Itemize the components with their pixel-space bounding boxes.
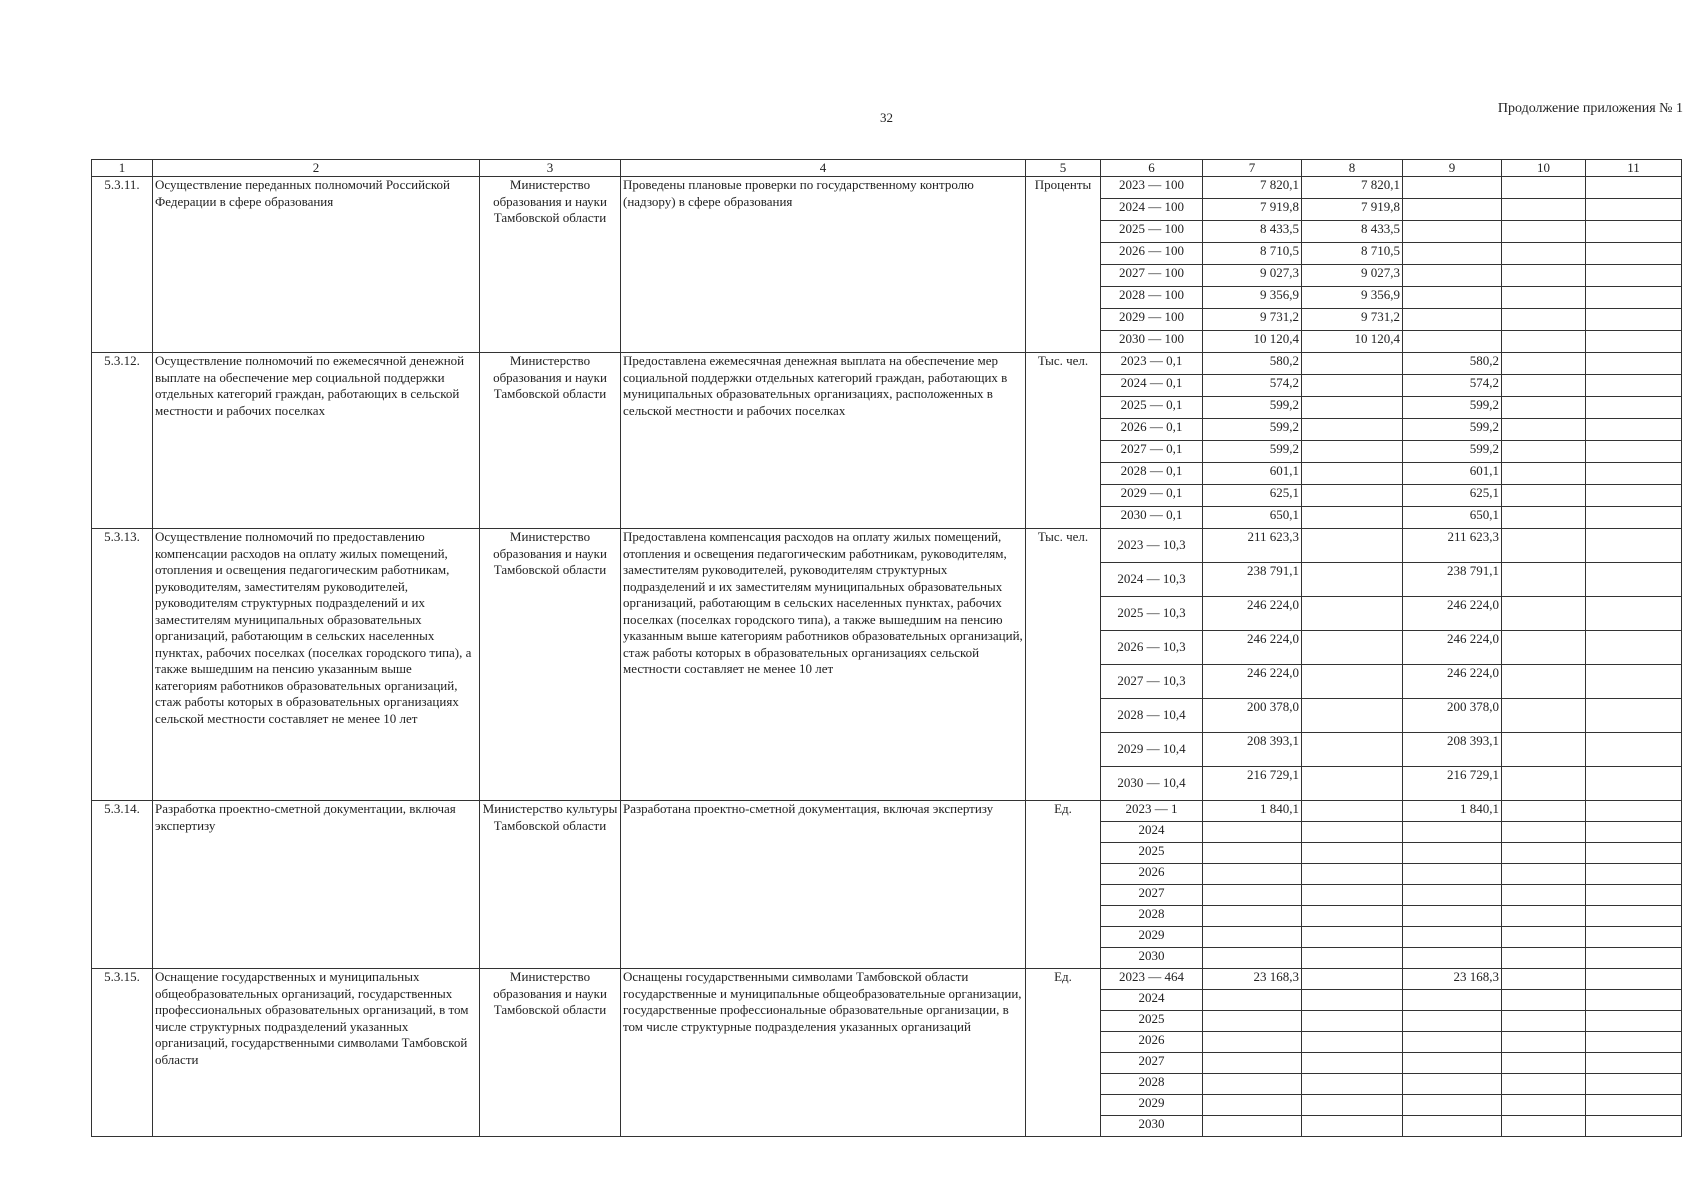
value-col8: 8 433,5 (1302, 221, 1403, 243)
value-col11 (1586, 665, 1682, 699)
year-indicator: 2027 — 0,1 (1101, 441, 1203, 463)
value-col11 (1586, 563, 1682, 597)
value-col9 (1403, 885, 1502, 906)
item-number: 5.3.13. (92, 529, 153, 801)
value-col8 (1302, 507, 1403, 529)
value-col10 (1502, 463, 1586, 485)
value-col8 (1302, 969, 1403, 990)
header-cell: 3 (480, 160, 621, 177)
value-col7: 1 840,1 (1203, 801, 1302, 822)
value-col9: 200 378,0 (1403, 699, 1502, 733)
table-row (92, 353, 1682, 375)
value-col10 (1502, 331, 1586, 353)
value-col7: 23 168,3 (1203, 969, 1302, 990)
year-indicator: 2029 (1101, 927, 1203, 948)
value-col8: 7 919,8 (1302, 199, 1403, 221)
header-cell: 4 (621, 160, 1026, 177)
year-indicator: 2030 (1101, 948, 1203, 969)
value-col10 (1502, 801, 1586, 822)
value-col8 (1302, 529, 1403, 563)
value-col7 (1203, 927, 1302, 948)
value-col8 (1302, 665, 1403, 699)
value-col7: 216 729,1 (1203, 767, 1302, 801)
value-col11 (1586, 822, 1682, 843)
value-col9 (1403, 1095, 1502, 1116)
value-col11 (1586, 767, 1682, 801)
value-col8 (1302, 375, 1403, 397)
year-indicator: 2025 — 10,3 (1101, 597, 1203, 631)
value-col8 (1302, 397, 1403, 419)
year-indicator: 2029 (1101, 1095, 1203, 1116)
value-col9 (1403, 948, 1502, 969)
value-col8 (1302, 597, 1403, 631)
year-indicator: 2025 (1101, 1011, 1203, 1032)
value-col8: 8 710,5 (1302, 243, 1403, 265)
value-col9: 625,1 (1403, 485, 1502, 507)
year-indicator: 2025 — 0,1 (1101, 397, 1203, 419)
value-col10 (1502, 375, 1586, 397)
item-number: 5.3.14. (92, 801, 153, 969)
value-col8: 9 027,3 (1302, 265, 1403, 287)
value-col7: 9 356,9 (1203, 287, 1302, 309)
year-indicator: 2026 (1101, 864, 1203, 885)
value-col11 (1586, 331, 1682, 353)
value-col11 (1586, 309, 1682, 331)
value-col9 (1403, 1032, 1502, 1053)
value-col8: 9 731,2 (1302, 309, 1403, 331)
header-cell: 1 (92, 160, 153, 177)
value-col11 (1586, 843, 1682, 864)
value-col11 (1586, 990, 1682, 1011)
value-col7 (1203, 1074, 1302, 1095)
header-row (92, 160, 1682, 177)
value-col8 (1302, 419, 1403, 441)
value-col10 (1502, 1074, 1586, 1095)
item-result: Проведены плановые проверки по государственному контролю (надзору) в сфере образования (621, 177, 1026, 353)
value-col9 (1403, 287, 1502, 309)
value-col8 (1302, 1032, 1403, 1053)
value-col7: 650,1 (1203, 507, 1302, 529)
value-col8: 9 356,9 (1302, 287, 1403, 309)
item-unit: Ед. (1026, 801, 1101, 969)
value-col9: 650,1 (1403, 507, 1502, 529)
value-col7 (1203, 1032, 1302, 1053)
value-col7 (1203, 885, 1302, 906)
value-col11 (1586, 221, 1682, 243)
value-col8 (1302, 1053, 1403, 1074)
year-indicator: 2026 (1101, 1032, 1203, 1053)
year-indicator: 2027 (1101, 1053, 1203, 1074)
value-col7: 246 224,0 (1203, 597, 1302, 631)
value-col11 (1586, 1095, 1682, 1116)
value-col11 (1586, 597, 1682, 631)
value-col7 (1203, 843, 1302, 864)
value-col7 (1203, 1053, 1302, 1074)
value-col8: 7 820,1 (1302, 177, 1403, 199)
value-col9: 601,1 (1403, 463, 1502, 485)
value-col8 (1302, 1095, 1403, 1116)
value-col10 (1502, 1011, 1586, 1032)
value-col9: 246 224,0 (1403, 597, 1502, 631)
value-col7: 208 393,1 (1203, 733, 1302, 767)
value-col9 (1403, 1074, 1502, 1095)
value-col7 (1203, 1116, 1302, 1137)
item-executor: Министерство образования и науки Тамбовской области (480, 177, 621, 353)
value-col7 (1203, 1011, 1302, 1032)
value-col9 (1403, 199, 1502, 221)
item-name: Осуществление переданных полномочий Российской Федерации в сфере образования (153, 177, 480, 353)
value-col9 (1403, 1116, 1502, 1137)
year-indicator: 2026 — 100 (1101, 243, 1203, 265)
year-indicator: 2026 — 0,1 (1101, 419, 1203, 441)
year-indicator: 2025 (1101, 843, 1203, 864)
value-col7 (1203, 822, 1302, 843)
value-col8 (1302, 767, 1403, 801)
value-col10 (1502, 906, 1586, 927)
value-col10 (1502, 1053, 1586, 1074)
value-col10 (1502, 631, 1586, 665)
item-number: 5.3.12. (92, 353, 153, 529)
value-col10 (1502, 767, 1586, 801)
item-name: Осуществление полномочий по ежемесячной денежной выплате на обеспечение мер социальной поддержки отдельных категорий граждан, работающих в сельской местности и рабочих поселках (153, 353, 480, 529)
value-col7: 238 791,1 (1203, 563, 1302, 597)
table-row (92, 177, 1682, 199)
value-col11 (1586, 864, 1682, 885)
value-col10 (1502, 948, 1586, 969)
year-indicator: 2024 — 10,3 (1101, 563, 1203, 597)
value-col7 (1203, 1095, 1302, 1116)
item-name: Оснащение государственных и муниципальных общеобразовательных организаций, государственных профессиональных образовательных организаций, в том числе структурных подразделений указанных организаций, государственными символами Тамбовской области (153, 969, 480, 1137)
value-col10 (1502, 287, 1586, 309)
year-indicator: 2028 — 0,1 (1101, 463, 1203, 485)
value-col8 (1302, 906, 1403, 927)
value-col9 (1403, 1053, 1502, 1074)
value-col8 (1302, 699, 1403, 733)
value-col8 (1302, 990, 1403, 1011)
value-col11 (1586, 265, 1682, 287)
value-col9: 23 168,3 (1403, 969, 1502, 990)
item-executor: Министерство культуры Тамбовской области (480, 801, 621, 969)
value-col10 (1502, 969, 1586, 990)
item-result: Предоставлена ежемесячная денежная выплата на обеспечение мер социальной поддержки отдельных категорий граждан, работающих в муниципальных образовательных организациях, расположенных в сельской местности и рабочих поселках (621, 353, 1026, 529)
value-col10 (1502, 990, 1586, 1011)
value-col10 (1502, 177, 1586, 199)
value-col9: 216 729,1 (1403, 767, 1502, 801)
value-col9: 599,2 (1403, 419, 1502, 441)
year-indicator: 2030 — 100 (1101, 331, 1203, 353)
value-col10 (1502, 864, 1586, 885)
value-col8 (1302, 631, 1403, 665)
value-col8 (1302, 948, 1403, 969)
value-col10 (1502, 563, 1586, 597)
year-indicator: 2025 — 100 (1101, 221, 1203, 243)
value-col11 (1586, 801, 1682, 822)
year-indicator: 2028 (1101, 906, 1203, 927)
header-cell: 11 (1586, 160, 1682, 177)
value-col10 (1502, 485, 1586, 507)
table-row (92, 969, 1682, 990)
year-indicator: 2030 — 10,4 (1101, 767, 1203, 801)
year-indicator: 2027 (1101, 885, 1203, 906)
value-col7: 625,1 (1203, 485, 1302, 507)
value-col10 (1502, 243, 1586, 265)
value-col11 (1586, 1116, 1682, 1137)
value-col11 (1586, 397, 1682, 419)
year-indicator: 2024 — 0,1 (1101, 375, 1203, 397)
value-col7: 9 731,2 (1203, 309, 1302, 331)
value-col7: 601,1 (1203, 463, 1302, 485)
value-col7 (1203, 990, 1302, 1011)
value-col10 (1502, 529, 1586, 563)
value-col11 (1586, 906, 1682, 927)
table-row (92, 529, 1682, 563)
value-col10 (1502, 843, 1586, 864)
value-col11 (1586, 927, 1682, 948)
item-number: 5.3.15. (92, 969, 153, 1137)
page-number: 32 (880, 110, 893, 125)
value-col11 (1586, 1011, 1682, 1032)
value-col9: 246 224,0 (1403, 631, 1502, 665)
value-col7 (1203, 906, 1302, 927)
value-col8 (1302, 563, 1403, 597)
value-col9 (1403, 243, 1502, 265)
value-col8 (1302, 843, 1403, 864)
value-col10 (1502, 309, 1586, 331)
header-cell: 8 (1302, 160, 1403, 177)
value-col11 (1586, 353, 1682, 375)
value-col8 (1302, 885, 1403, 906)
value-col9 (1403, 221, 1502, 243)
value-col10 (1502, 507, 1586, 529)
year-indicator: 2028 — 10,4 (1101, 699, 1203, 733)
value-col9: 246 224,0 (1403, 665, 1502, 699)
year-indicator: 2029 — 100 (1101, 309, 1203, 331)
value-col11 (1586, 177, 1682, 199)
value-col8 (1302, 733, 1403, 767)
value-col11 (1586, 243, 1682, 265)
value-col9: 574,2 (1403, 375, 1502, 397)
value-col8 (1302, 1011, 1403, 1032)
header-cell: 2 (153, 160, 480, 177)
value-col10 (1502, 665, 1586, 699)
value-col11 (1586, 441, 1682, 463)
value-col8 (1302, 441, 1403, 463)
item-name: Разработка проектно-сметной документации, включая экспертизу (153, 801, 480, 969)
value-col8 (1302, 801, 1403, 822)
value-col8 (1302, 822, 1403, 843)
value-col7: 599,2 (1203, 441, 1302, 463)
value-col11 (1586, 419, 1682, 441)
header-cell: 9 (1403, 160, 1502, 177)
item-result: Разработана проектно-сметной документация, включая экспертизу (621, 801, 1026, 969)
item-executor: Министерство образования и науки Тамбовской области (480, 529, 621, 801)
item-unit: Тыс. чел. (1026, 353, 1101, 529)
value-col11 (1586, 885, 1682, 906)
year-indicator: 2029 — 0,1 (1101, 485, 1203, 507)
value-col7: 599,2 (1203, 419, 1302, 441)
year-indicator: 2027 — 100 (1101, 265, 1203, 287)
value-col8: 10 120,4 (1302, 331, 1403, 353)
item-unit: Тыс. чел. (1026, 529, 1101, 801)
value-col9 (1403, 990, 1502, 1011)
value-col10 (1502, 221, 1586, 243)
value-col10 (1502, 733, 1586, 767)
value-col11 (1586, 507, 1682, 529)
year-indicator: 2023 — 100 (1101, 177, 1203, 199)
value-col9 (1403, 927, 1502, 948)
value-col7: 8 433,5 (1203, 221, 1302, 243)
program-table (91, 159, 1682, 1137)
value-col9: 208 393,1 (1403, 733, 1502, 767)
value-col9 (1403, 331, 1502, 353)
value-col9 (1403, 177, 1502, 199)
item-number: 5.3.11. (92, 177, 153, 353)
value-col7 (1203, 864, 1302, 885)
value-col9 (1403, 309, 1502, 331)
year-indicator: 2024 (1101, 990, 1203, 1011)
value-col7: 7 919,8 (1203, 199, 1302, 221)
value-col10 (1502, 699, 1586, 733)
value-col9 (1403, 906, 1502, 927)
value-col8 (1302, 485, 1403, 507)
value-col7: 574,2 (1203, 375, 1302, 397)
value-col9 (1403, 265, 1502, 287)
value-col7: 10 120,4 (1203, 331, 1302, 353)
item-unit: Проценты (1026, 177, 1101, 353)
header-cell: 7 (1203, 160, 1302, 177)
year-indicator: 2023 — 1 (1101, 801, 1203, 822)
value-col10 (1502, 597, 1586, 631)
value-col11 (1586, 733, 1682, 767)
value-col7: 211 623,3 (1203, 529, 1302, 563)
value-col10 (1502, 885, 1586, 906)
year-indicator: 2030 (1101, 1116, 1203, 1137)
value-col10 (1502, 1095, 1586, 1116)
value-col7: 246 224,0 (1203, 665, 1302, 699)
value-col10 (1502, 199, 1586, 221)
value-col8 (1302, 1116, 1403, 1137)
year-indicator: 2027 — 10,3 (1101, 665, 1203, 699)
value-col10 (1502, 353, 1586, 375)
value-col11 (1586, 1032, 1682, 1053)
value-col10 (1502, 265, 1586, 287)
value-col8 (1302, 353, 1403, 375)
item-executor: Министерство образования и науки Тамбовской области (480, 353, 621, 529)
year-indicator: 2023 — 464 (1101, 969, 1203, 990)
header-cell: 6 (1101, 160, 1203, 177)
value-col9: 599,2 (1403, 397, 1502, 419)
value-col11 (1586, 463, 1682, 485)
year-indicator: 2024 (1101, 822, 1203, 843)
value-col7: 7 820,1 (1203, 177, 1302, 199)
value-col8 (1302, 463, 1403, 485)
value-col11 (1586, 699, 1682, 733)
item-result: Оснащены государственными символами Тамбовской области государственные и муниципальные общеобразовательные организации, государственные профессиональные образовательные организации, в том числе структурные подразделения указанных организаций (621, 969, 1026, 1137)
value-col10 (1502, 1032, 1586, 1053)
value-col8 (1302, 1074, 1403, 1095)
item-unit: Ед. (1026, 969, 1101, 1137)
value-col11 (1586, 199, 1682, 221)
value-col11 (1586, 287, 1682, 309)
value-col7: 246 224,0 (1203, 631, 1302, 665)
value-col9: 580,2 (1403, 353, 1502, 375)
value-col8 (1302, 864, 1403, 885)
value-col7: 599,2 (1203, 397, 1302, 419)
year-indicator: 2028 — 100 (1101, 287, 1203, 309)
value-col10 (1502, 927, 1586, 948)
header-cell: 10 (1502, 160, 1586, 177)
year-indicator: 2023 — 10,3 (1101, 529, 1203, 563)
year-indicator: 2029 — 10,4 (1101, 733, 1203, 767)
value-col9: 599,2 (1403, 441, 1502, 463)
value-col10 (1502, 1116, 1586, 1137)
value-col11 (1586, 1074, 1682, 1095)
year-indicator: 2028 (1101, 1074, 1203, 1095)
value-col10 (1502, 441, 1586, 463)
header-cell: 5 (1026, 160, 1101, 177)
value-col10 (1502, 822, 1586, 843)
continuation-label: Продолжение приложения № 1 (1497, 101, 1683, 116)
value-col9 (1403, 864, 1502, 885)
value-col11 (1586, 1053, 1682, 1074)
value-col7: 9 027,3 (1203, 265, 1302, 287)
value-col9 (1403, 1011, 1502, 1032)
year-indicator: 2030 — 0,1 (1101, 507, 1203, 529)
year-indicator: 2026 — 10,3 (1101, 631, 1203, 665)
value-col7: 8 710,5 (1203, 243, 1302, 265)
item-name: Осуществление полномочий по предоставлению компенсации расходов на оплату жилых помещений, отопления и освещения педагогическим работникам, руководителям, заместителям руководителей, руководителям структурных подразделений и их заместителям муниципальных образовательных организаций, работающим в сельских населенных пунктах, рабочих поселках (поселках городского типа), а также вышедшим на пенсию указанным выше категориям работников образовательных организаций, стаж работы которых в образовательных организациях сельской местности составляет не менее 10 лет (153, 529, 480, 801)
value-col7: 200 378,0 (1203, 699, 1302, 733)
year-indicator: 2023 — 0,1 (1101, 353, 1203, 375)
value-col7: 580,2 (1203, 353, 1302, 375)
value-col11 (1586, 948, 1682, 969)
value-col9: 211 623,3 (1403, 529, 1502, 563)
value-col9 (1403, 843, 1502, 864)
value-col11 (1586, 375, 1682, 397)
value-col11 (1586, 485, 1682, 507)
value-col11 (1586, 529, 1682, 563)
item-executor: Министерство образования и науки Тамбовской области (480, 969, 621, 1137)
value-col7 (1203, 948, 1302, 969)
year-indicator: 2024 — 100 (1101, 199, 1203, 221)
item-result: Предоставлена компенсация расходов на оплату жилых помещений, отопления и освещения педагогическим работникам, руководителям, заместителям руководителей, руководителям структурных подразделений и их заместителям муниципальных образовательных организаций, работающим в сельских населенных пунктах, рабочих поселках (поселках городского типа), а также вышедшим на пенсию указанным выше категориям работников образовательных организаций, стаж работы которых в образовательных организациях сельской местности составляет не менее 10 лет (621, 529, 1026, 801)
value-col9: 1 840,1 (1403, 801, 1502, 822)
table-row (92, 801, 1682, 822)
value-col11 (1586, 631, 1682, 665)
value-col9 (1403, 822, 1502, 843)
value-col9: 238 791,1 (1403, 563, 1502, 597)
value-col11 (1586, 969, 1682, 990)
value-col8 (1302, 927, 1403, 948)
value-col10 (1502, 419, 1586, 441)
value-col10 (1502, 397, 1586, 419)
